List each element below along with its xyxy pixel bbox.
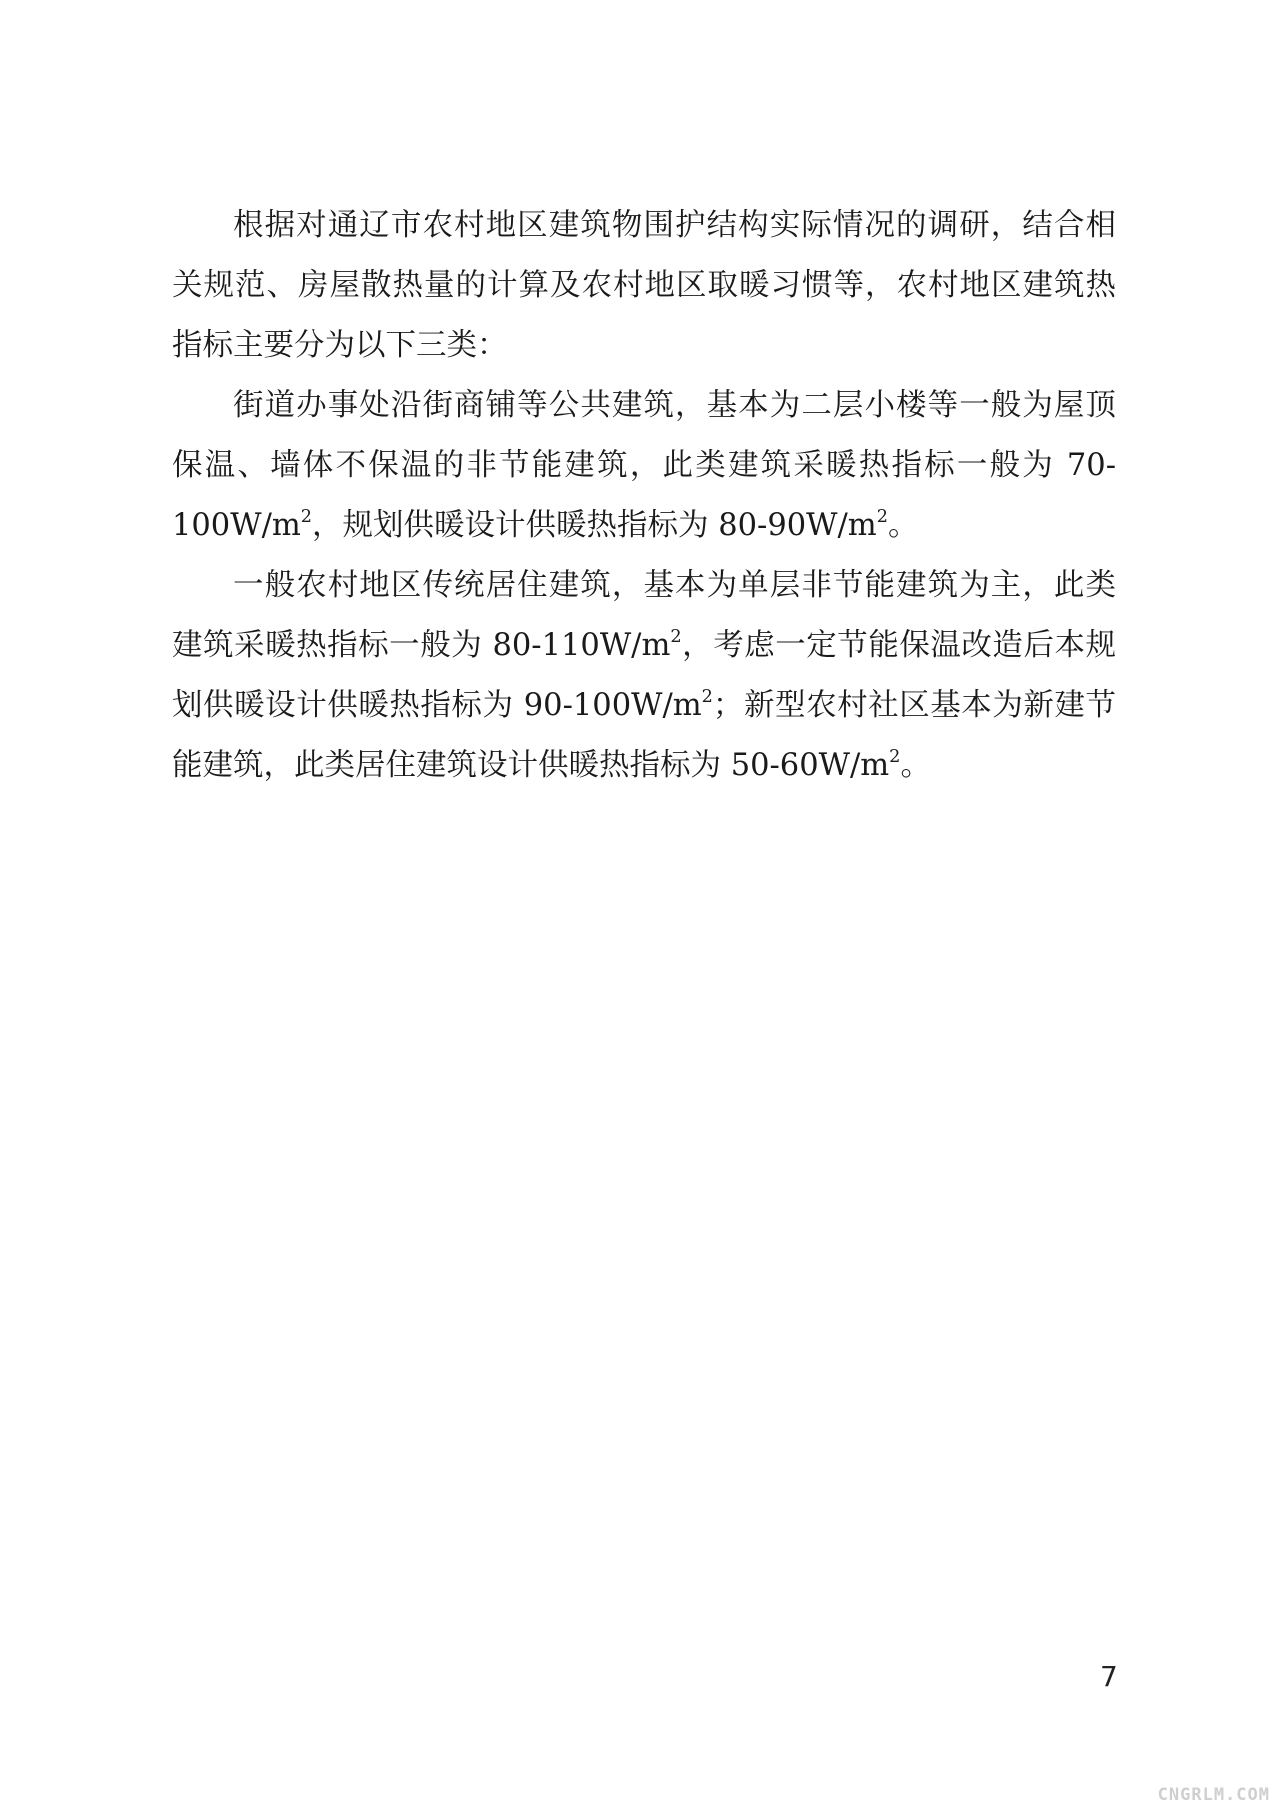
superscript: 2	[670, 627, 682, 648]
superscript: 2	[889, 747, 901, 768]
superscript: 2	[876, 507, 888, 528]
superscript: 2	[300, 507, 313, 528]
paragraph-2-text-b: ，规划供暖设计供暖热指标为 80-90W/m	[312, 508, 877, 543]
watermark: CNGRLM.COM	[1157, 1785, 1270, 1805]
superscript: 2	[701, 687, 713, 708]
paragraph-3	[172, 556, 1116, 796]
paragraph-1	[172, 196, 1116, 376]
paragraph-3-text-c: ；新型农村社区基本为新建节能建筑，此类居住建筑设计供暖热指标为 50-60W/m	[172, 688, 1116, 783]
paragraph-3-text-b: ，考虑一定节能保温改造后本规划供暖设计供暖热指标为 90-100W/m	[172, 628, 1117, 723]
paragraph-2-text-a: 街道办事处沿街商铺等公共建筑，基本为二层小楼等一般为屋顶保温、墙体不保温的非节能建筑，此类建筑采暖热指标一般为 70-100W/m	[172, 388, 1116, 543]
paragraph-3-text-d: 。	[900, 748, 931, 783]
paragraph-2	[172, 376, 1116, 556]
paragraph-2-text-c: 。	[887, 508, 919, 543]
paragraph-1-text: 根据对通辽市农村地区建筑物围护结构实际情况的调研，结合相关规范、房屋散热量的计算及农村地区取暖习惯等，农村地区建筑热指标主要分为以下三类：	[172, 208, 1116, 363]
paragraph-3-text-a: 一般农村地区传统居住建筑，基本为单层非节能建筑为主，此类建筑采暖热指标一般为 80-110W/m	[172, 568, 1116, 663]
page-number: 7	[1100, 1660, 1118, 1693]
body-text	[172, 196, 1116, 796]
